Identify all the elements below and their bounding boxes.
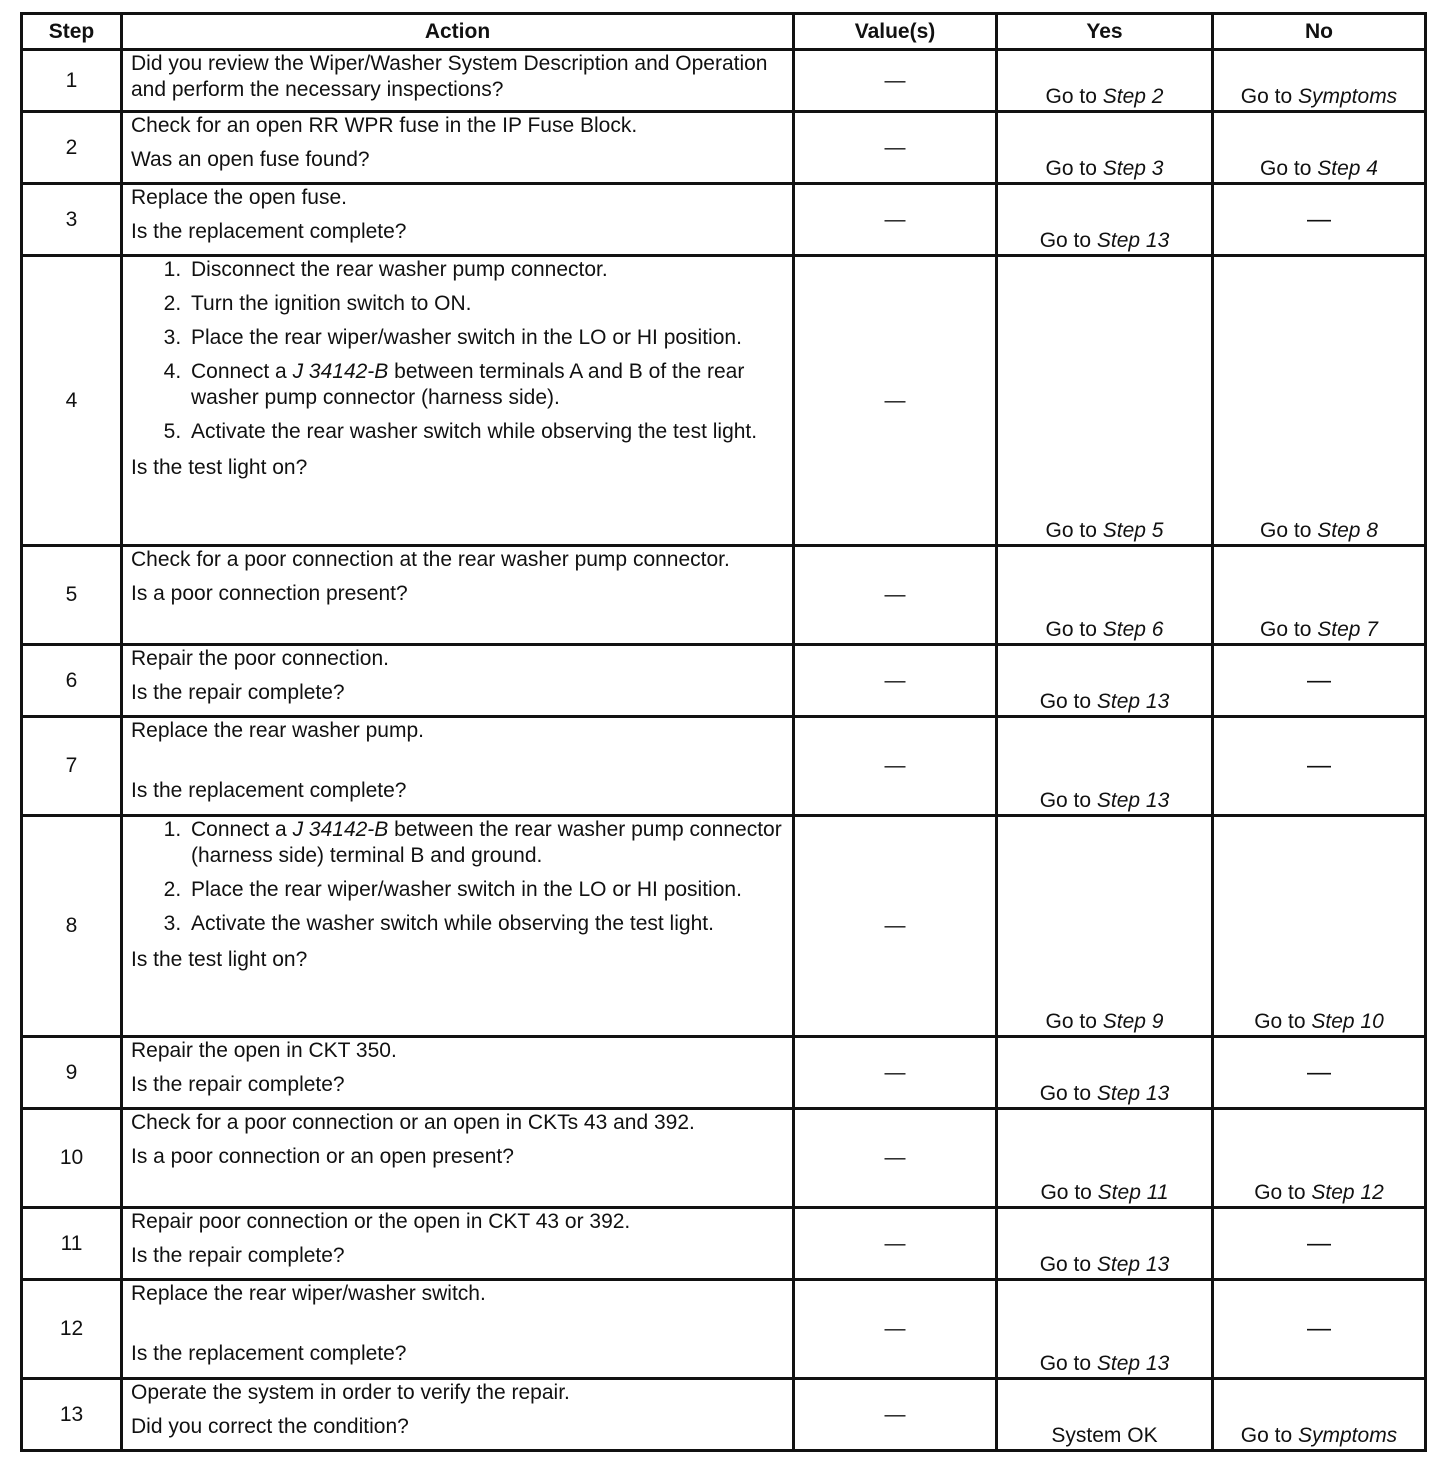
action-question: Was an open fuse found? (131, 148, 370, 171)
table-row (22, 50, 1426, 112)
no-prefix: Go to (1240, 1424, 1298, 1447)
step-number: 3 (22, 184, 122, 256)
yes-prefix: Go to (1039, 229, 1097, 252)
step-action (122, 112, 794, 184)
step-value: — (794, 256, 997, 546)
no-result (1213, 1109, 1426, 1208)
yes-target: Step 6 (1102, 618, 1164, 641)
action-text: Check for a poor connection at the rear washer pump connector. (131, 548, 730, 571)
step-value: — (794, 1280, 997, 1379)
yes-prefix: Go to (1039, 1082, 1097, 1105)
step-value: — (794, 1208, 997, 1280)
no-prefix: Go to (1260, 157, 1318, 180)
step-action (122, 645, 794, 717)
action-step-text: Activate the rear washer switch while observing the test light. (191, 420, 758, 443)
step-number: 11 (22, 1208, 122, 1280)
no-target: Step 10 (1311, 1010, 1384, 1033)
action-step-item (187, 359, 784, 411)
header-values: Value(s) (794, 14, 997, 50)
yes-target: Step 3 (1102, 157, 1164, 180)
yes-result (997, 1379, 1213, 1451)
yes-prefix: Go to (1045, 85, 1103, 108)
step-number: 12 (22, 1280, 122, 1379)
no-target: Symptoms (1298, 85, 1398, 108)
table-row (22, 184, 1426, 256)
action-question: Is the repair complete? (131, 681, 345, 704)
step-number: 8 (22, 816, 122, 1037)
step-number: 10 (22, 1109, 122, 1208)
header-action: Action (122, 14, 794, 50)
no-prefix: Go to (1240, 85, 1298, 108)
step-value: — (794, 50, 997, 112)
action-step-item (187, 877, 784, 903)
action-text: Replace the open fuse. (131, 186, 347, 209)
action-text: Replace the rear washer pump. (131, 719, 424, 742)
table-row (22, 645, 1426, 717)
action-question: Is the repair complete? (131, 1244, 345, 1267)
no-result (1213, 112, 1426, 184)
no-target: Step 7 (1317, 618, 1378, 641)
step-number: 5 (22, 546, 122, 645)
yes-prefix: Go to (1039, 1352, 1097, 1375)
yes-result (997, 184, 1213, 256)
yes-result (997, 816, 1213, 1037)
no-result (1213, 184, 1426, 256)
table-row (22, 1037, 1426, 1109)
table-row (22, 256, 1426, 546)
action-text: Repair the poor connection. (131, 647, 389, 670)
no-target: Step 4 (1317, 157, 1378, 180)
action-question: Did you correct the condition? (131, 1415, 409, 1438)
action-step-item (187, 325, 784, 351)
yes-target: Step 11 (1097, 1181, 1169, 1204)
action-step-text: Connect a (191, 818, 293, 841)
action-step-item (187, 911, 784, 937)
action-question: Is the replacement complete? (131, 220, 407, 243)
tool-name: J 34142-B (292, 360, 389, 383)
step-value: — (794, 184, 997, 256)
action-question: Is a poor connection present? (131, 582, 408, 605)
no-result (1213, 1379, 1426, 1451)
action-step-text: Place the rear wiper/washer switch in the LO or HI position. (191, 878, 742, 901)
action-step-text: Disconnect the rear washer pump connector. (191, 258, 608, 281)
step-action (122, 1037, 794, 1109)
yes-result (997, 717, 1213, 816)
no-result (1213, 256, 1426, 546)
diagnostic-table (20, 12, 1427, 1452)
yes-target: Step 13 (1096, 1082, 1170, 1105)
step-number: 1 (22, 50, 122, 112)
action-question: Is the replacement complete? (131, 779, 407, 802)
yes-prefix: Go to (1039, 690, 1097, 713)
yes-target: Step 5 (1102, 519, 1164, 542)
yes-text: System OK (1051, 1424, 1158, 1447)
yes-result (997, 1037, 1213, 1109)
no-result (1213, 1037, 1426, 1109)
no-result (1213, 816, 1426, 1037)
yes-result (997, 1208, 1213, 1280)
action-text: Check for a poor connection or an open in CKTs 43 and 392. (131, 1111, 695, 1134)
action-text: Did you review the Wiper/Washer System Description and Operation and perform the necessary inspections? (131, 52, 768, 101)
no-prefix: Go to (1260, 519, 1318, 542)
no-prefix: Go to (1254, 1181, 1312, 1204)
table-row (22, 1208, 1426, 1280)
table-row (22, 1379, 1426, 1451)
no-result (1213, 1208, 1426, 1280)
header-row (22, 14, 1426, 50)
step-action (122, 546, 794, 645)
action-question: Is a poor connection or an open present? (131, 1145, 514, 1168)
action-step-text: Connect a (191, 360, 293, 383)
step-value: — (794, 717, 997, 816)
step-value: — (794, 1379, 997, 1451)
step-action (122, 816, 794, 1037)
action-step-text: Turn the ignition switch to ON. (191, 292, 472, 315)
no-text: — (1307, 1315, 1331, 1342)
step-number: 4 (22, 256, 122, 546)
action-step-text: Activate the washer switch while observing the test light. (191, 912, 714, 935)
header-step: Step (22, 14, 122, 50)
step-number: 7 (22, 717, 122, 816)
yes-target: Step 2 (1102, 85, 1164, 108)
yes-prefix: Go to (1045, 1010, 1103, 1033)
step-action (122, 1280, 794, 1379)
step-action (122, 50, 794, 112)
no-target: Step 12 (1311, 1181, 1384, 1204)
no-target: Step 8 (1317, 519, 1378, 542)
action-step-item (187, 817, 784, 869)
yes-target: Step 9 (1102, 1010, 1164, 1033)
yes-result (997, 1109, 1213, 1208)
step-action (122, 1109, 794, 1208)
step-value: — (794, 645, 997, 717)
table-row (22, 717, 1426, 816)
action-text: Check for an open RR WPR fuse in the IP Fuse Block. (131, 114, 638, 137)
step-action (122, 717, 794, 816)
step-value: — (794, 816, 997, 1037)
yes-prefix: Go to (1039, 1253, 1097, 1276)
action-text: Repair poor connection or the open in CKT 43 or 392. (131, 1210, 631, 1233)
step-value: — (794, 546, 997, 645)
step-number: 13 (22, 1379, 122, 1451)
yes-target: Step 13 (1096, 789, 1170, 812)
yes-target: Step 13 (1096, 229, 1170, 252)
yes-prefix: Go to (1045, 157, 1103, 180)
action-question: Is the test light on? (131, 948, 308, 971)
no-text: — (1307, 752, 1331, 779)
yes-result (997, 1280, 1213, 1379)
action-question: Is the replacement complete? (131, 1342, 407, 1365)
no-text: — (1307, 666, 1331, 694)
no-result (1213, 50, 1426, 112)
step-number: 6 (22, 645, 122, 717)
action-step-item (187, 257, 784, 283)
no-prefix: Go to (1254, 1010, 1312, 1033)
table-row (22, 1280, 1426, 1379)
step-action (122, 1208, 794, 1280)
action-step-text: between terminals A and B of the rear washer pump connector (harness side). (191, 360, 745, 409)
table-body (22, 50, 1426, 1451)
step-value: — (794, 1109, 997, 1208)
action-step-item (187, 419, 784, 445)
no-result (1213, 546, 1426, 645)
action-step-text: between the rear washer pump connector (harness side) terminal B and ground. (191, 818, 782, 867)
header-no: No (1213, 14, 1426, 50)
no-text: — (1307, 1058, 1331, 1086)
yes-target: Step 13 (1096, 1352, 1170, 1375)
yes-prefix: Go to (1039, 789, 1097, 812)
step-number: 2 (22, 112, 122, 184)
header-yes: Yes (997, 14, 1213, 50)
no-result (1213, 717, 1426, 816)
yes-target: Step 13 (1096, 690, 1170, 713)
yes-result (997, 50, 1213, 112)
table-row (22, 112, 1426, 184)
yes-result (997, 546, 1213, 645)
action-question: Is the test light on? (131, 456, 308, 479)
action-text: Replace the rear wiper/washer switch. (131, 1282, 486, 1305)
action-steps (131, 817, 784, 937)
no-target: Symptoms (1298, 1424, 1398, 1447)
yes-result (997, 112, 1213, 184)
step-value: — (794, 1037, 997, 1109)
no-text: — (1307, 1229, 1331, 1257)
yes-target: Step 13 (1096, 1253, 1170, 1276)
no-result (1213, 1280, 1426, 1379)
step-action (122, 256, 794, 546)
action-step-text: Place the rear wiper/washer switch in the LO or HI position. (191, 326, 742, 349)
step-action (122, 184, 794, 256)
yes-prefix: Go to (1045, 519, 1103, 542)
no-result (1213, 645, 1426, 717)
action-text: Repair the open in CKT 350. (131, 1039, 397, 1062)
table-row (22, 1109, 1426, 1208)
yes-result (997, 645, 1213, 717)
yes-prefix: Go to (1045, 618, 1103, 641)
action-step-item (187, 291, 784, 317)
tool-name: J 34142-B (292, 818, 389, 841)
table-row (22, 816, 1426, 1037)
step-value: — (794, 112, 997, 184)
action-question: Is the repair complete? (131, 1073, 345, 1096)
yes-prefix: Go to (1040, 1181, 1098, 1204)
no-text: — (1307, 205, 1331, 233)
no-prefix: Go to (1260, 618, 1318, 641)
table-row (22, 546, 1426, 645)
yes-result (997, 256, 1213, 546)
action-steps (131, 257, 784, 445)
step-number: 9 (22, 1037, 122, 1109)
action-text: Operate the system in order to verify the repair. (131, 1381, 570, 1404)
step-action (122, 1379, 794, 1451)
